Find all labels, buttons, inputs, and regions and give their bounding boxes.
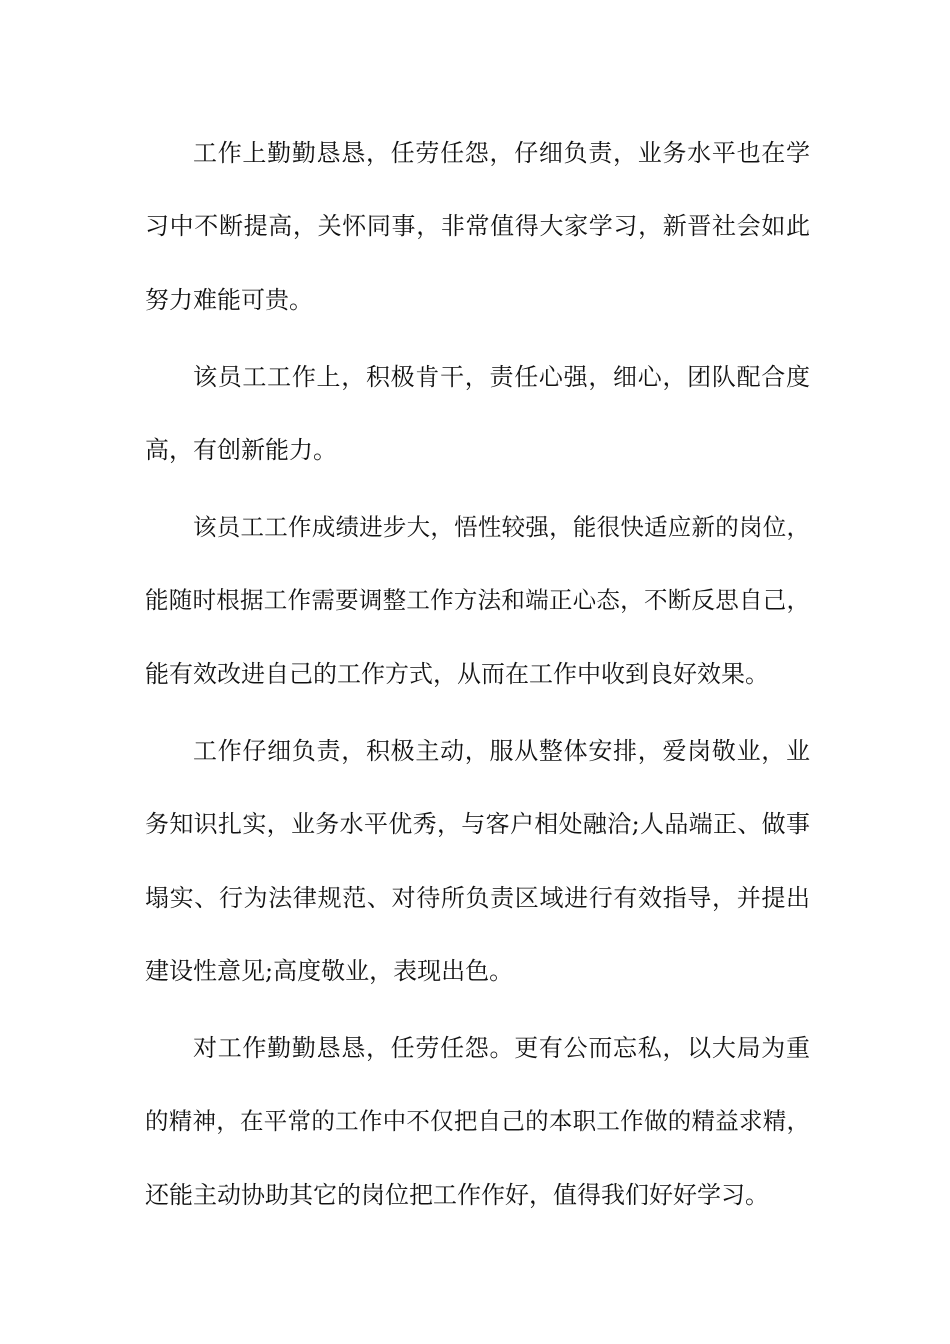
paragraph-4-line-1: 工作仔细负责，积极主动，服从整体安排，爱岗敬业，业 — [193, 737, 810, 765]
paragraph-2-line-1: 该员工工作上，积极肯干，责任心强，细心，团队配合度 — [193, 363, 810, 391]
paragraph-5-line-2: 的精神，在平常的工作中不仅把自己的本职工作做的精益求精， — [145, 1107, 810, 1135]
paragraph-4-line-3: 塌实、行为法律规范、对待所负责区域进行有效指导，并提出 — [145, 884, 810, 912]
paragraph-3-line-3: 能有效改进自己的工作方式，从而在工作中收到良好效果。 — [145, 660, 769, 688]
paragraph-5-line-3: 还能主动协助其它的岗位把工作作好，值得我们好好学习。 — [145, 1181, 769, 1209]
paragraph-2-line-2: 高，有创新能力。 — [145, 436, 337, 464]
paragraph-1-line-1: 工作上勤勤恳恳，任劳任怨，仔细负责，业务水平也在学 — [193, 139, 810, 167]
paragraph-5-line-1: 对工作勤勤恳恳，任劳任怨。更有公而忘私，以大局为重 — [193, 1034, 810, 1062]
paragraph-1-line-3: 努力难能可贵。 — [145, 286, 313, 314]
paragraph-4-line-2: 务知识扎实，业务水平优秀，与客户相处融洽;人品端正、做事 — [145, 810, 810, 838]
paragraph-4-line-4: 建设性意见;高度敬业，表现出色。 — [145, 957, 514, 985]
paragraph-3-line-2: 能随时根据工作需要调整工作方法和端正心态，不断反思自己， — [145, 586, 810, 614]
paragraph-3-line-1: 该员工工作成绩进步大，悟性较强，能很快适应新的岗位， — [193, 513, 810, 541]
paragraph-1-line-2: 习中不断提高，关怀同事，非常值得大家学习，新晋社会如此 — [145, 212, 810, 240]
